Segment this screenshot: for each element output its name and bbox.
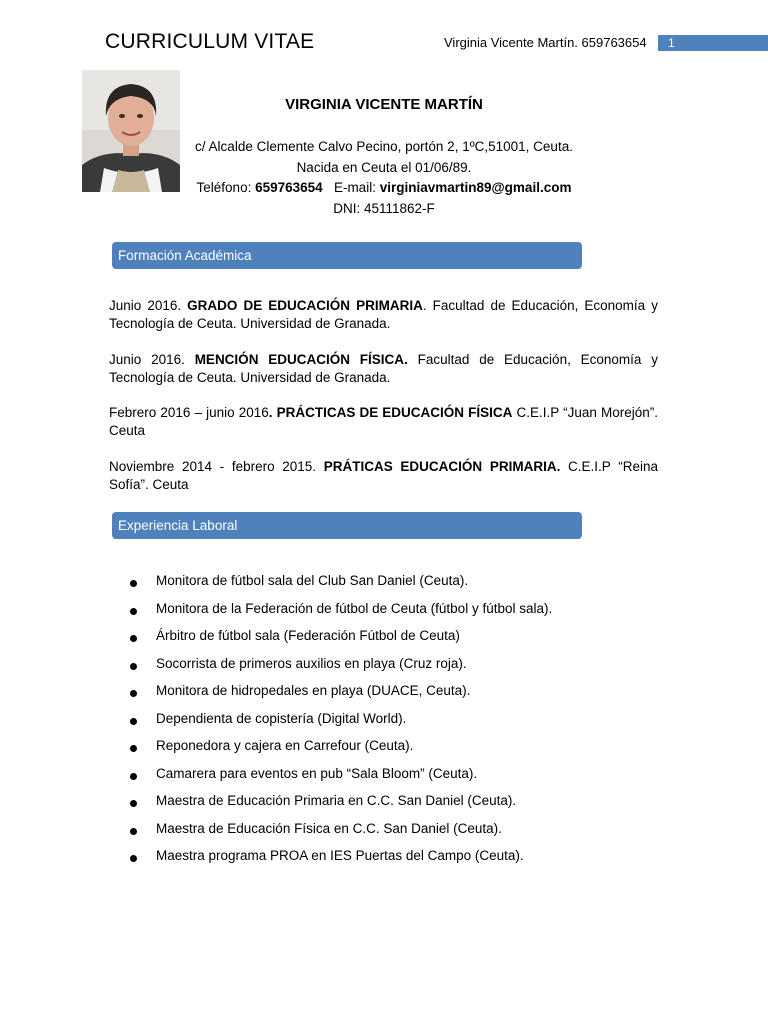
education-detail: C.E.I.P “Juan Morejón”. Ceuta: [109, 405, 658, 438]
bullet-icon: [130, 773, 137, 780]
education-entry: [109, 351, 658, 387]
education-date: Junio 2016.: [109, 298, 182, 313]
education-title: GRADO DE EDUCACIÓN PRIMARIA: [187, 298, 423, 313]
list-item: Maestra programa PROA en IES Puertas del Campo (Ceuta).: [0, 852, 768, 872]
cv-full-name: VIRGINIA VICENTE MARTÍN: [285, 96, 483, 113]
list-item: Camarera para eventos en pub “Sala Bloom” (Ceuta).: [0, 770, 768, 790]
header-name-phone: Virginia Vicente Martín. 659763654: [444, 35, 647, 50]
education-detail: C.E.I.P “Reina Sofía”. Ceuta: [109, 459, 658, 492]
list-item: Monitora de la Federación de fútbol de Ceuta (fútbol y fútbol sala).: [0, 605, 768, 625]
education-title: MENCIÓN EDUCACIÓN FÍSICA.: [194, 352, 408, 367]
education-detail: . Facultad de Educación, Economía y Tecnología de Ceuta. Universidad de Granada.: [109, 298, 658, 331]
education-section-header: Formación Académica: [112, 242, 582, 269]
education-date: Febrero 2016 – junio 2016: [109, 405, 269, 420]
education-date: Noviembre 2014 - febrero 2015.: [109, 459, 317, 474]
education-detail: Facultad de Educación, Economía y Tecnología de Ceuta. Universidad de Granada.: [109, 352, 658, 385]
bullet-icon: [130, 855, 137, 862]
phone-value: 659763654: [255, 180, 323, 195]
bullet-icon: [130, 828, 137, 835]
list-item: Maestra de Educación Primaria en C.C. San Daniel (Ceuta).: [0, 797, 768, 817]
birth-line: Nacida en Ceuta el 01/06/89.: [296, 160, 472, 175]
list-item: Maestra de Educación Física en C.C. San Daniel (Ceuta).: [0, 825, 768, 845]
bullet-icon: [130, 663, 137, 670]
page-number: 1: [668, 36, 675, 50]
list-item: Monitora de fútbol sala del Club San Daniel (Ceuta).: [0, 577, 768, 597]
bullet-icon: [130, 718, 137, 725]
address-line: c/ Alcalde Clemente Calvo Pecino, portón 2, 1ºC,51001, Ceuta.: [195, 139, 573, 154]
contact-line: [180, 180, 588, 195]
bullet-icon: [130, 800, 137, 807]
list-item: Monitora de hidropedales en playa (DUACE, Ceuta).: [0, 687, 768, 707]
education-entry: [109, 404, 658, 440]
email-value: virginiavmartin89@gmail.com: [379, 180, 572, 195]
phone-label: Teléfono:: [196, 180, 252, 195]
bullet-icon: [130, 608, 137, 615]
bullet-icon: [130, 745, 137, 752]
education-entry: [109, 458, 658, 494]
education-entry: [109, 297, 658, 333]
education-date: Junio 2016.: [109, 352, 185, 367]
list-item: Socorrista de primeros auxilios en playa (Cruz roja).: [0, 660, 768, 680]
list-item: Reponedora y cajera en Carrefour (Ceuta).: [0, 742, 768, 762]
bullet-icon: [130, 690, 137, 697]
education-title: . PRÁCTICAS DE EDUCACIÓN FÍSICA: [268, 405, 513, 420]
education-title: PRÁTICAS EDUCACIÓN PRIMARIA.: [323, 459, 561, 474]
bullet-icon: [130, 635, 137, 642]
profile-photo: [82, 70, 180, 192]
email-label: E-mail:: [333, 180, 376, 195]
experience-section-header: Experiencia Laboral: [112, 512, 582, 539]
header-title: CURRICULUM VITAE: [105, 30, 315, 53]
bullet-icon: [130, 580, 137, 587]
list-item: Árbitro de fútbol sala (Federación Fútbol de Ceuta): [0, 632, 768, 652]
list-item: Dependienta de copistería (Digital World).: [0, 715, 768, 735]
dni-line: DNI: 45111862-F: [333, 201, 435, 216]
